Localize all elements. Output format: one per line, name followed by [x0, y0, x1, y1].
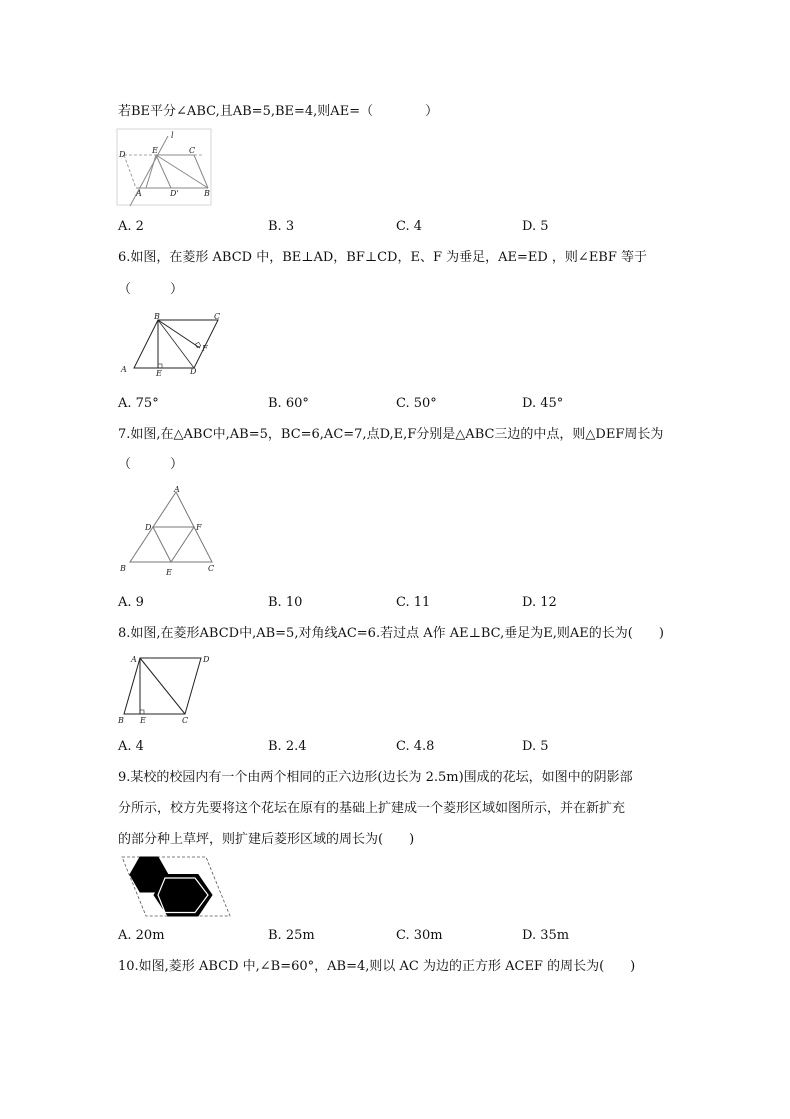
q9-option-a[interactable]: A. 20m	[118, 928, 165, 943]
q5-option-a[interactable]: A. 2	[118, 219, 144, 234]
q6-label-C: C	[214, 312, 221, 321]
q7-option-b[interactable]: B. 10	[268, 595, 303, 610]
q5-label-Dprime: D'	[170, 189, 179, 198]
q8-label-E: E	[140, 716, 146, 725]
q7-label-F: F	[196, 523, 202, 532]
q8-label-A: A	[131, 655, 137, 664]
q5-label-A: A	[136, 189, 142, 198]
q7-option-d[interactable]: D. 12	[522, 595, 557, 610]
q9-option-c[interactable]: C. 30m	[396, 928, 443, 943]
q6-option-d[interactable]: D. 45°	[522, 396, 564, 411]
q7-figure	[116, 482, 221, 582]
q6-option-a[interactable]: A. 75°	[118, 396, 159, 411]
q6-option-b[interactable]: B. 60°	[268, 396, 309, 411]
q6-label-D: D	[190, 367, 197, 376]
q8-option-d[interactable]: D. 5	[522, 739, 549, 754]
q8-label-D: D	[203, 655, 210, 664]
q5-label-E: E	[152, 146, 158, 155]
q7-stem-cont: （ ）	[118, 457, 184, 472]
q5-stem: 若BE平分∠ABC,且AB=5,BE=4,则AE=（ ）	[118, 104, 439, 119]
q8-stem: 8.如图,在菱形ABCD中,AB=5,对角线AC=6.若过点 A作 AE⊥BC,垂足为E,则AE的长为( )	[118, 626, 664, 641]
q6-label-B: B	[154, 312, 160, 321]
q7-label-E: E	[166, 568, 172, 577]
q9-option-b[interactable]: B. 25m	[268, 928, 315, 943]
q5-label-l: l	[171, 131, 174, 140]
q6-label-A: A	[121, 365, 127, 374]
q6-label-E: E	[156, 369, 162, 378]
q7-label-C: C	[208, 564, 215, 573]
q8-option-a[interactable]: A. 4	[118, 739, 144, 754]
q9-stem-line2: 分所示，校方先要将这个花坛在原有的基础上扩建成一个菱形区域如图所示，并在新扩充	[118, 801, 626, 816]
q5-figure	[116, 128, 214, 208]
q6-figure	[116, 312, 231, 380]
q8-label-B: B	[118, 716, 124, 725]
q8-option-c[interactable]: C. 4.8	[396, 739, 435, 754]
q7-option-a[interactable]: A. 9	[118, 595, 144, 610]
q10-stem: 10.如图,菱形 ABCD 中,∠B=60°，AB=4,则以 AC 为边的正方形 ACEF 的周长为( )	[118, 959, 636, 974]
q9-stem-line1: 9.某校的校园内有一个由两个相同的正六边形(边长为 2.5m)围成的花坛，如图中的阴影部	[118, 770, 633, 785]
q8-label-C: C	[182, 716, 189, 725]
q7-option-c[interactable]: C. 11	[396, 595, 431, 610]
q5-label-D: D	[119, 150, 126, 159]
q5-option-b[interactable]: B. 3	[268, 219, 295, 234]
q9-stem-line3: 的部分种上草坪，则扩建后菱形区域的周长为( )	[118, 832, 415, 847]
q8-option-b[interactable]: B. 2.4	[268, 739, 307, 754]
q5-option-d[interactable]: D. 5	[522, 219, 549, 234]
q5-label-C: C	[189, 146, 196, 155]
q6-stem: 6.如图，在菱形 ABCD 中，BE⊥AD，BF⊥CD，E、F 为垂足，AE=ED ，则∠EBF 等于	[118, 250, 648, 265]
q7-label-B: B	[120, 564, 126, 573]
q6-stem-cont: （ ）	[118, 282, 184, 297]
q5-option-c[interactable]: C. 4	[396, 219, 423, 234]
q9-option-d[interactable]: D. 35m	[522, 928, 570, 943]
q9-figure	[118, 854, 234, 920]
q6-option-c[interactable]: C. 50°	[396, 396, 437, 411]
q7-stem: 7.如图,在△ABC中,AB=5，BC=6,AC=7,点D,E,F分别是△ABC三边的中点，则△DEF周长为	[118, 427, 664, 442]
q6-label-F: F	[202, 344, 208, 353]
q8-figure	[116, 650, 216, 726]
q7-label-A: A	[174, 485, 180, 494]
q7-label-D: D	[145, 523, 152, 532]
q5-label-B: B	[204, 189, 210, 198]
